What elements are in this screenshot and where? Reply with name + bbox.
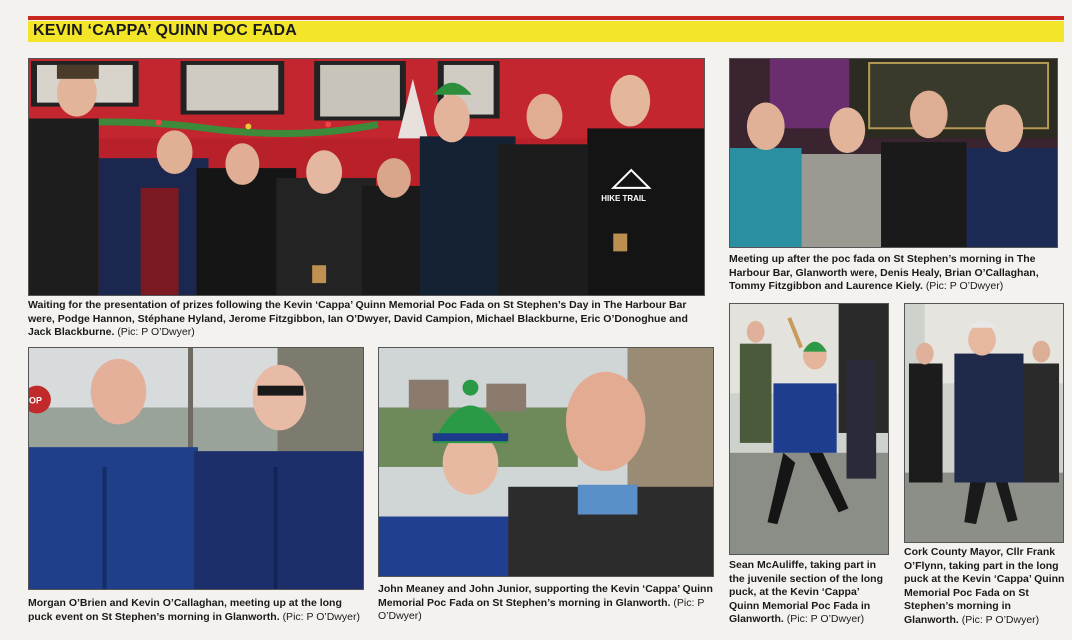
caption-mayor-credit: (Pic: P O’Dwyer) — [961, 613, 1040, 626]
caption-father-son-credit: (Pic: P O’Dwyer) — [378, 596, 705, 622]
section-header — [28, 16, 1064, 42]
caption-four-men-credit: (Pic: P O’Dwyer) — [925, 280, 1004, 292]
stop-sign-text: OP — [29, 395, 42, 406]
photo-mayor — [904, 303, 1064, 543]
caption-four-men-text: Meeting up after the poc fada on St Stephen’s morning in The Harbour Bar, Glanworth were, Denis Healy, Brian O’Callaghan, Tommy Fitzgibbon and Laurence Kiely. — [729, 253, 1039, 292]
caption-group-bar-credit: (Pic: P O’Dwyer) — [117, 326, 195, 338]
photo-father-son — [378, 347, 714, 577]
photo-juvenile — [729, 303, 889, 555]
photo-four-men — [729, 58, 1058, 248]
caption-two-men-credit: (Pic: P O’Dwyer) — [282, 610, 360, 623]
caption-mayor — [904, 546, 1067, 627]
caption-juvenile-text: Sean McAuliffe, taking part in the juvenile section of the long puck, at the Kevin ‘Cappa’ Quinn Memorial Poc Fada in Glanworth. — [729, 559, 884, 625]
header-red-rule — [28, 16, 1064, 20]
section-title: KEVIN ‘CAPPA’ QUINN POC FADA — [33, 22, 298, 39]
photo-two-men — [28, 347, 364, 590]
caption-juvenile-credit: (Pic: P O’Dwyer) — [786, 613, 865, 625]
caption-two-men — [28, 597, 364, 624]
caption-father-son — [378, 583, 714, 624]
caption-group-bar-text: Waiting for the presentation of prizes following the Kevin ‘Cappa’ Quinn Memorial Poc Fada on St Stephen’s Day in The Harbour Bar were, Podge Hannon, Stéphane Hyland, Jerome Fitzgibbon, Ian O’Dwyer, David Campion, Michael Blackburne, Eric O’Donoghue and Jack Blackburne. — [28, 299, 688, 338]
caption-two-men-text: Morgan O’Brien and Kevin O’Callaghan, meeting up at the long puck event on St Stephen’s morning in Glanworth. — [28, 597, 342, 623]
caption-mayor-text: Cork County Mayor, Cllr Frank O’Flynn, taking part in the long puck at the Kevin ‘Cappa’ Quinn Memorial Poc Fada on St Stephen’s morning in Glanworth. — [904, 546, 1065, 626]
caption-four-men — [729, 253, 1061, 294]
caption-group-bar — [28, 299, 705, 340]
sweater-logo-text: HIKE TRAIL — [601, 193, 646, 203]
caption-juvenile — [729, 559, 892, 627]
caption-father-son-text: John Meaney and John Junior, supporting the Kevin ‘Cappa’ Quinn Memorial Poc Fada on St Stephen’s morning in Glanworth. — [378, 583, 713, 609]
photo-group-bar — [28, 58, 705, 296]
